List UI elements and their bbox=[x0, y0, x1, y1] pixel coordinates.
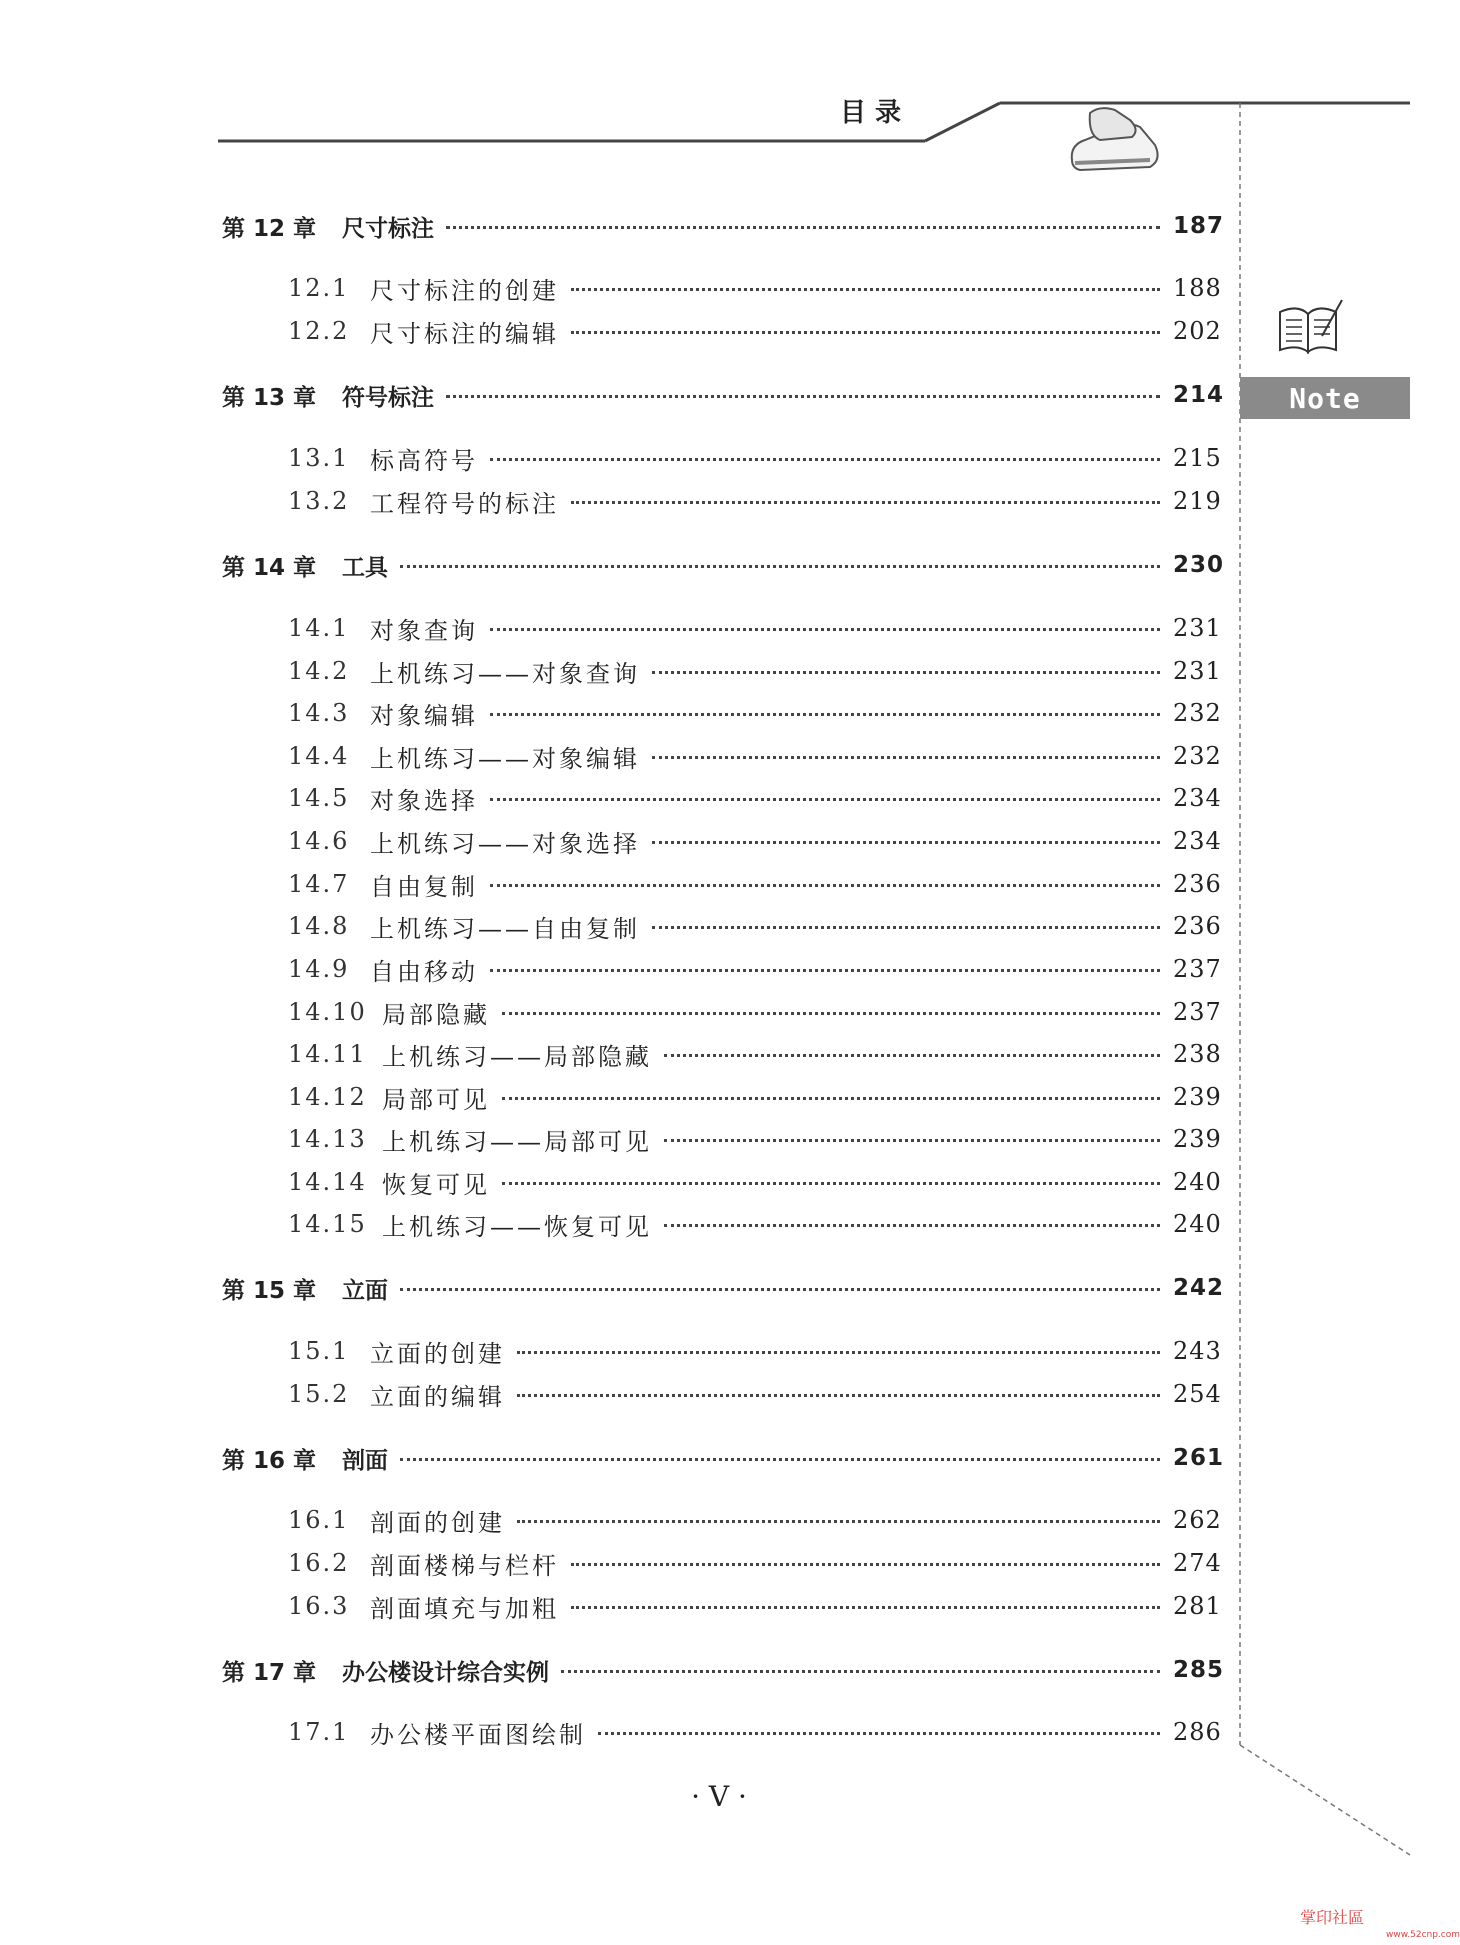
toc-entry-number: 14.7 bbox=[288, 870, 350, 898]
toc-page-number: 232 bbox=[1173, 699, 1222, 727]
toc-chapter-row[interactable] bbox=[0, 208, 1438, 244]
toc-page-number: 188 bbox=[1173, 274, 1222, 302]
toc-page-number: 285 bbox=[1173, 1657, 1225, 1683]
toc-leader-dots bbox=[400, 565, 1160, 568]
toc-leader-dots bbox=[400, 1288, 1160, 1291]
toc-leader-dots bbox=[446, 226, 1160, 229]
toc-leader-dots bbox=[502, 1097, 1160, 1100]
toc-page-number: 202 bbox=[1173, 317, 1222, 345]
toc-section-row[interactable] bbox=[0, 1502, 1438, 1538]
note-tab: Note bbox=[1240, 377, 1410, 419]
toc-entry-title: 自由移动 bbox=[370, 957, 478, 986]
watermark-text: 掌印社區 bbox=[1300, 1908, 1365, 1927]
toc-entry-number: 14.14 bbox=[288, 1168, 367, 1196]
toc-leader-dots bbox=[561, 1670, 1160, 1673]
toc-section-row[interactable] bbox=[0, 653, 1438, 689]
toc-entry-title: 局部可见 bbox=[382, 1085, 490, 1114]
toc-entry-title: 剖面的创建 bbox=[370, 1508, 505, 1537]
toc-leader-dots bbox=[490, 884, 1160, 887]
toc-section-row[interactable] bbox=[0, 695, 1438, 731]
toc-page-number: 234 bbox=[1173, 827, 1222, 855]
toc-section-row[interactable] bbox=[0, 1079, 1438, 1115]
toc-page-number: 214 bbox=[1173, 382, 1225, 408]
toc-page-number: 232 bbox=[1173, 742, 1222, 770]
toc-section-row[interactable] bbox=[0, 908, 1438, 944]
toc-entry-number: 13.1 bbox=[288, 444, 350, 472]
toc-entry-title: 对象选择 bbox=[370, 786, 478, 815]
toc-page-number: 261 bbox=[1173, 1445, 1225, 1471]
toc-leader-dots bbox=[490, 713, 1160, 716]
toc-entry-number: 第 14 章 bbox=[222, 554, 317, 581]
toc-leader-dots bbox=[490, 798, 1160, 801]
toc-entry-title: 上机练习——局部隐藏 bbox=[382, 1042, 652, 1071]
toc-leader-dots bbox=[490, 458, 1160, 461]
toc-page-number: 238 bbox=[1173, 1040, 1222, 1068]
toc-page-number: 231 bbox=[1173, 657, 1222, 685]
toc-chapter-row[interactable] bbox=[0, 1652, 1438, 1688]
toc-section-row[interactable] bbox=[0, 1206, 1438, 1242]
toc-entry-number: 12.2 bbox=[288, 317, 350, 345]
toc-page-number: 219 bbox=[1173, 487, 1222, 515]
toc-page-number: 286 bbox=[1173, 1718, 1222, 1746]
toc-leader-dots bbox=[571, 288, 1160, 291]
toc-entry-number: 17.1 bbox=[288, 1718, 350, 1746]
toc-leader-dots bbox=[652, 756, 1160, 759]
toc-section-row[interactable] bbox=[0, 823, 1438, 859]
toc-section-row[interactable] bbox=[0, 738, 1438, 774]
toc-leader-dots bbox=[490, 628, 1160, 631]
toc-leader-dots bbox=[664, 1139, 1160, 1142]
toc-entry-title: 标高符号 bbox=[370, 446, 478, 475]
toc-entry-number: 12.1 bbox=[288, 274, 350, 302]
toc-page-number: 281 bbox=[1173, 1592, 1222, 1620]
toc-entry-number: 第 16 章 bbox=[222, 1447, 317, 1474]
toc-entry-title: 上机练习——恢复可见 bbox=[382, 1212, 652, 1241]
page-number: · V · bbox=[691, 1780, 747, 1813]
toc-entry-number: 14.5 bbox=[288, 784, 350, 812]
toc-leader-dots bbox=[502, 1182, 1160, 1185]
toc-section-row[interactable] bbox=[0, 1333, 1438, 1369]
toc-entry-number: 14.12 bbox=[288, 1083, 367, 1111]
toc-leader-dots bbox=[517, 1351, 1160, 1354]
toc-leader-dots bbox=[598, 1732, 1160, 1735]
toc-entry-number: 16.2 bbox=[288, 1549, 350, 1577]
toc-entry-number: 第 13 章 bbox=[222, 384, 317, 411]
toc-entry-number: 14.4 bbox=[288, 742, 350, 770]
toc-entry-title: 办公楼设计综合实例 bbox=[342, 1659, 549, 1686]
toc-entry-title: 剖面填充与加粗 bbox=[370, 1594, 559, 1623]
toc-entry-number: 15.1 bbox=[288, 1337, 350, 1365]
toc-section-row[interactable] bbox=[0, 1545, 1438, 1581]
toc-entry-number: 16.1 bbox=[288, 1506, 350, 1534]
toc-section-row[interactable] bbox=[0, 951, 1438, 987]
toc-entry-title: 剖面楼梯与栏杆 bbox=[370, 1551, 559, 1580]
toc-page-number: 237 bbox=[1173, 998, 1222, 1026]
toc-entry-number: 14.8 bbox=[288, 912, 350, 940]
toc-page-number: 187 bbox=[1173, 213, 1225, 239]
toc-entry-title: 立面的编辑 bbox=[370, 1382, 505, 1411]
toc-leader-dots bbox=[571, 1606, 1160, 1609]
toc-entry-title: 工具 bbox=[342, 554, 388, 581]
toc-entry-title: 立面 bbox=[342, 1277, 388, 1304]
toc-section-row[interactable] bbox=[0, 1376, 1438, 1412]
toc-page-number: 243 bbox=[1173, 1337, 1222, 1365]
toc-section-row[interactable] bbox=[0, 1121, 1438, 1157]
toc-section-row[interactable] bbox=[0, 610, 1438, 646]
toc-leader-dots bbox=[652, 671, 1160, 674]
toc-entry-title: 尺寸标注的创建 bbox=[370, 276, 559, 305]
toc-entry-title: 局部隐藏 bbox=[382, 1000, 490, 1029]
toc-chapter-row[interactable] bbox=[0, 1270, 1438, 1306]
toc-section-row[interactable] bbox=[0, 1036, 1438, 1072]
toc-page-number: 262 bbox=[1173, 1506, 1222, 1534]
toc-page-number: 242 bbox=[1173, 1275, 1225, 1301]
toc-entry-title: 恢复可见 bbox=[382, 1170, 490, 1199]
toc-entry-number: 14.10 bbox=[288, 998, 367, 1026]
toc-page-number: 236 bbox=[1173, 912, 1222, 940]
toc-entry-number: 14.11 bbox=[288, 1040, 367, 1068]
toc-chapter-row[interactable] bbox=[0, 1440, 1438, 1476]
toc-leader-dots bbox=[517, 1520, 1160, 1523]
toc-entry-number: 第 15 章 bbox=[222, 1277, 317, 1304]
toc-page-number: 240 bbox=[1173, 1210, 1222, 1238]
toc-entry-number: 第 12 章 bbox=[222, 215, 317, 242]
toc-section-row[interactable] bbox=[0, 780, 1438, 816]
toc-leader-dots bbox=[652, 926, 1160, 929]
toc-entry-number: 14.3 bbox=[288, 699, 350, 727]
toc-leader-dots bbox=[571, 331, 1160, 334]
header-title: 目 录 bbox=[840, 98, 902, 128]
toc-entry-number: 14.2 bbox=[288, 657, 350, 685]
toc-leader-dots bbox=[490, 969, 1160, 972]
toc-leader-dots bbox=[664, 1224, 1160, 1227]
toc-page-number: 237 bbox=[1173, 955, 1222, 983]
toc-entry-title: 立面的创建 bbox=[370, 1339, 505, 1368]
toc-page-number: 240 bbox=[1173, 1168, 1222, 1196]
toc-leader-dots bbox=[652, 841, 1160, 844]
toc-entry-title: 上机练习——局部可见 bbox=[382, 1127, 652, 1156]
toc-entry-title: 对象查询 bbox=[370, 616, 478, 645]
toc-entry-title: 办公楼平面图绘制 bbox=[370, 1720, 586, 1749]
toc-entry-number: 15.2 bbox=[288, 1380, 350, 1408]
toc-leader-dots bbox=[571, 1563, 1160, 1566]
toc-entry-title: 对象编辑 bbox=[370, 701, 478, 730]
toc-entry-title: 上机练习——对象查询 bbox=[370, 659, 640, 688]
toc-entry-number: 13.2 bbox=[288, 487, 350, 515]
toc-leader-dots bbox=[446, 395, 1160, 398]
toc-page-number: 215 bbox=[1173, 444, 1222, 472]
toc-section-row[interactable] bbox=[0, 270, 1438, 306]
toc-entry-title: 工程符号的标注 bbox=[370, 489, 559, 518]
toc-entry-title: 上机练习——自由复制 bbox=[370, 914, 640, 943]
toc-entry-number: 14.13 bbox=[288, 1125, 367, 1153]
toc-leader-dots bbox=[664, 1054, 1160, 1057]
toc-entry-title: 上机练习——对象选择 bbox=[370, 829, 640, 858]
toc-entry-title: 自由复制 bbox=[370, 872, 478, 901]
toc-page-number: 236 bbox=[1173, 870, 1222, 898]
toc-leader-dots bbox=[571, 501, 1160, 504]
toc-section-row[interactable] bbox=[0, 1588, 1438, 1624]
toc-section-row[interactable] bbox=[0, 1714, 1438, 1750]
toc-page-number: 239 bbox=[1173, 1083, 1222, 1111]
toc-entry-number: 14.15 bbox=[288, 1210, 367, 1238]
toc-entry-number: 14.6 bbox=[288, 827, 350, 855]
toc-entry-number: 16.3 bbox=[288, 1592, 350, 1620]
toc-section-row[interactable] bbox=[0, 313, 1438, 349]
toc-entry-title: 尺寸标注的编辑 bbox=[370, 319, 559, 348]
toc-entry-number: 第 17 章 bbox=[222, 1659, 317, 1686]
toc-section-row[interactable] bbox=[0, 994, 1438, 1030]
toc-leader-dots bbox=[400, 1458, 1160, 1461]
toc-chapter-row[interactable] bbox=[0, 377, 1438, 413]
toc-chapter-row[interactable] bbox=[0, 547, 1438, 583]
watermark-url: www.52cnp.com bbox=[1386, 1930, 1460, 1940]
toc-entry-title: 上机练习——对象编辑 bbox=[370, 744, 640, 773]
toc-section-row[interactable] bbox=[0, 866, 1438, 902]
toc-page-number: 234 bbox=[1173, 784, 1222, 812]
toc-leader-dots bbox=[517, 1394, 1160, 1397]
toc-page-number: 239 bbox=[1173, 1125, 1222, 1153]
toc-section-row[interactable] bbox=[0, 483, 1438, 519]
toc-entry-number: 14.1 bbox=[288, 614, 350, 642]
toc-entry-title: 剖面 bbox=[342, 1447, 388, 1474]
toc-page-number: 230 bbox=[1173, 552, 1225, 578]
toc-page-number: 231 bbox=[1173, 614, 1222, 642]
toc-section-row[interactable] bbox=[0, 1164, 1438, 1200]
toc-entry-number: 14.9 bbox=[288, 955, 350, 983]
toc-page-number: 254 bbox=[1173, 1380, 1222, 1408]
toc-section-row[interactable] bbox=[0, 440, 1438, 476]
toc-page-number: 274 bbox=[1173, 1549, 1222, 1577]
toc-entry-title: 尺寸标注 bbox=[342, 215, 434, 242]
toc-entry-title: 符号标注 bbox=[342, 384, 434, 411]
toc-leader-dots bbox=[502, 1012, 1160, 1015]
